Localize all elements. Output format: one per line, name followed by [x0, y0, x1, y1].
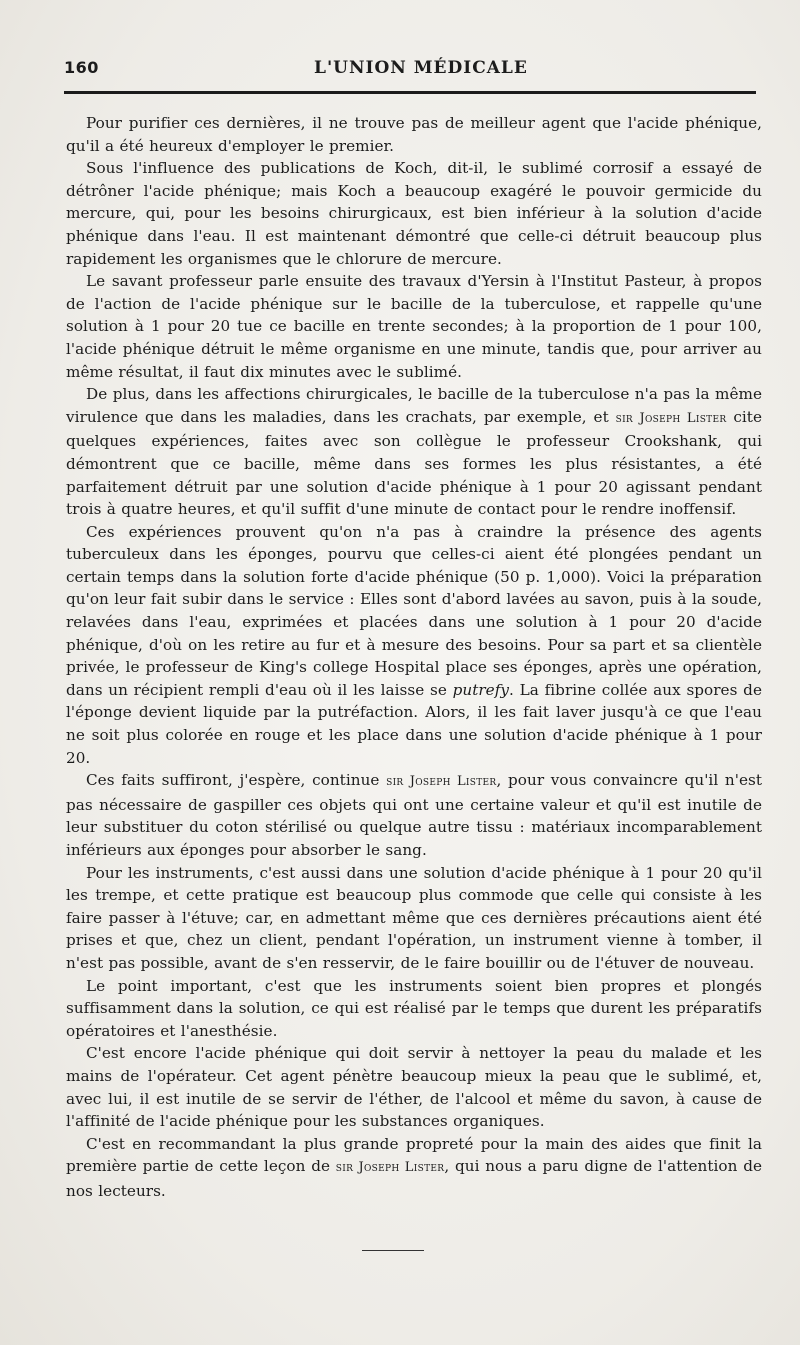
- paragraph-2: Sous l'influence des publications de Koch, dit-il, le sublimé corrosif a essayé de détrôner l'acide phénique; mais Koch a beaucoup exagéré le pouvoir germicide du mercure, qui, pour les besoins chirurgicaux, est bien inférieur à la solution d'acide phénique dans l'eau. Il est maintenant démontré que celle-ci détruit beaucoup plus rapidement les organismes que le chlorure de mercure.: [66, 159, 762, 268]
- page-number: 160: [64, 58, 99, 77]
- article-body: [66, 112, 762, 1203]
- author-name: sir Joseph Lister: [335, 1160, 445, 1176]
- paragraph-10-text-b: , qui nous a paru digne de l'attention de nos lecteurs.: [66, 1157, 763, 1200]
- header-rule: [64, 91, 756, 94]
- paragraph-8: Le point important, c'est que les instruments soient bien propres et plongés suffisamment dans la solution, ce qui est réalisé par le temps que durent les préparatifs opératoires et l'anesthésie.: [66, 976, 762, 1040]
- paragraph-5-text-a: Ces expériences prouvent qu'on n'a pas à craindre la présence des agents tuberculeux dans les éponges, pourvu que celles-ci aient été plongées pendant un certain temps dans la solution forte d'acide phénique (50 p. 1,000). Voici la préparation qu'on leur fait subir dans le service : Elles sont d'abord lavées au savon, puis à la soude, relavées dans l'eau, exprimées et placées dans une solution à 1 pour 20 d'acide phénique, d'où on les retire au fur et à mesure des besoins. Pour sa part et sa clientèle privée, le professeur de King's college Hospital place ses éponges, après une opération, dans un récipient rempli d'eau où il les laisse se: [66, 522, 762, 699]
- paragraph-4-text-b: cite quelques expériences, faites avec son collègue le professeur Crookshank, qui démontrent que ce bacille, même dans ses formes les plus résistantes, a été parfaitement détruit par une solution d'acide phénique à 1 pour 20 agissant pendant trois à quatre heures, et qu'il suffit d'une minute de contact pour le rendre inoffensif.: [66, 407, 762, 519]
- paragraph-6-text-a: Ces faits suffiront, j'espère, continue: [86, 771, 387, 790]
- paragraph-10: [66, 1133, 762, 1203]
- paragraph-3: Le savant professeur parle ensuite des travaux d'Yersin à l'Institut Pasteur, à propos de l'action de l'acide phénique sur le bacille de la tuberculose, et rappelle qu'une solution à 1 pour 20 tue ce bacille en trente secondes; à la proportion de 1 pour 100, l'acide phénique détruit le même organisme en une minute, tandis que, pour arriver au même résultat, il faut dix minutes avec le sublimé.: [66, 272, 762, 381]
- paragraph-10-text-a: C'est en recommandant la plus grande propreté pour la main des aides que finit la première partie de cette leçon de: [66, 1134, 762, 1176]
- paragraph-7: Pour les instruments, c'est aussi dans une solution d'acide phénique à 1 pour 20 qu'il les trempe, et cette pratique est beaucoup plus commode que celle qui consiste à les faire passer à l'étuve; car, en admettant même que ces dernières précautions aient été prises et que, chez un client, pendant l'opération, un instrument vienne à tomber, il n'est pas possible, avant de s'en resservir, de le faire bouillir ou de l'étuver de nouveau.: [66, 863, 762, 972]
- journal-title: L'UNION MÉDICALE: [314, 58, 528, 78]
- page-header: [64, 58, 754, 88]
- author-name: sir Joseph Lister: [386, 774, 497, 790]
- paragraph-6-text-b: , pour vous convaincre qu'il n'est pas nécessaire de gaspiller ces objets qui ont une certaine valeur et qu'il est inutile de leur substituer du coton stérilisé ou quelque autre tissu : matériaux incomparablement inférieurs aux éponges pour absorber le sang.: [66, 771, 762, 859]
- paragraph-4: [66, 383, 762, 521]
- italic-word: putrefy: [452, 680, 510, 699]
- paragraph-1: Pour purifier ces dernières, il ne trouve pas de meilleur agent que l'acide phénique, qu'il a été heureux d'employer le premier.: [66, 114, 762, 155]
- paragraph-5: [66, 521, 762, 770]
- end-of-article-rule: [362, 1250, 424, 1251]
- author-name: sir Joseph Lister: [615, 410, 727, 426]
- paragraph-9: C'est encore l'acide phénique qui doit servir à nettoyer la peau du malade et les mains de l'opérateur. Cet agent pénètre beaucoup mieux la peau que le sublimé, et, avec lui, il est inutile de se servir de l'éther, de l'alcool et même du savon, à cause de l'affinité de l'acide phénique pour les substances organiques.: [66, 1044, 762, 1131]
- paragraph-5-text-b: . La fibrine collée aux spores de l'éponge devient liquide par la putréfaction. Alors, il les fait laver jusqu'à ce que l'eau ne soit plus colorée en rouge et les place dans une solution d'acide phénique à 1 pour 20.: [66, 680, 762, 767]
- paragraph-6: [66, 769, 762, 861]
- paragraph-4-text-a: De plus, dans les affections chirurgicales, le bacille de la tuberculose n'a pas la même virulence que dans les maladies, dans les crachats, par exemple, et: [66, 385, 762, 426]
